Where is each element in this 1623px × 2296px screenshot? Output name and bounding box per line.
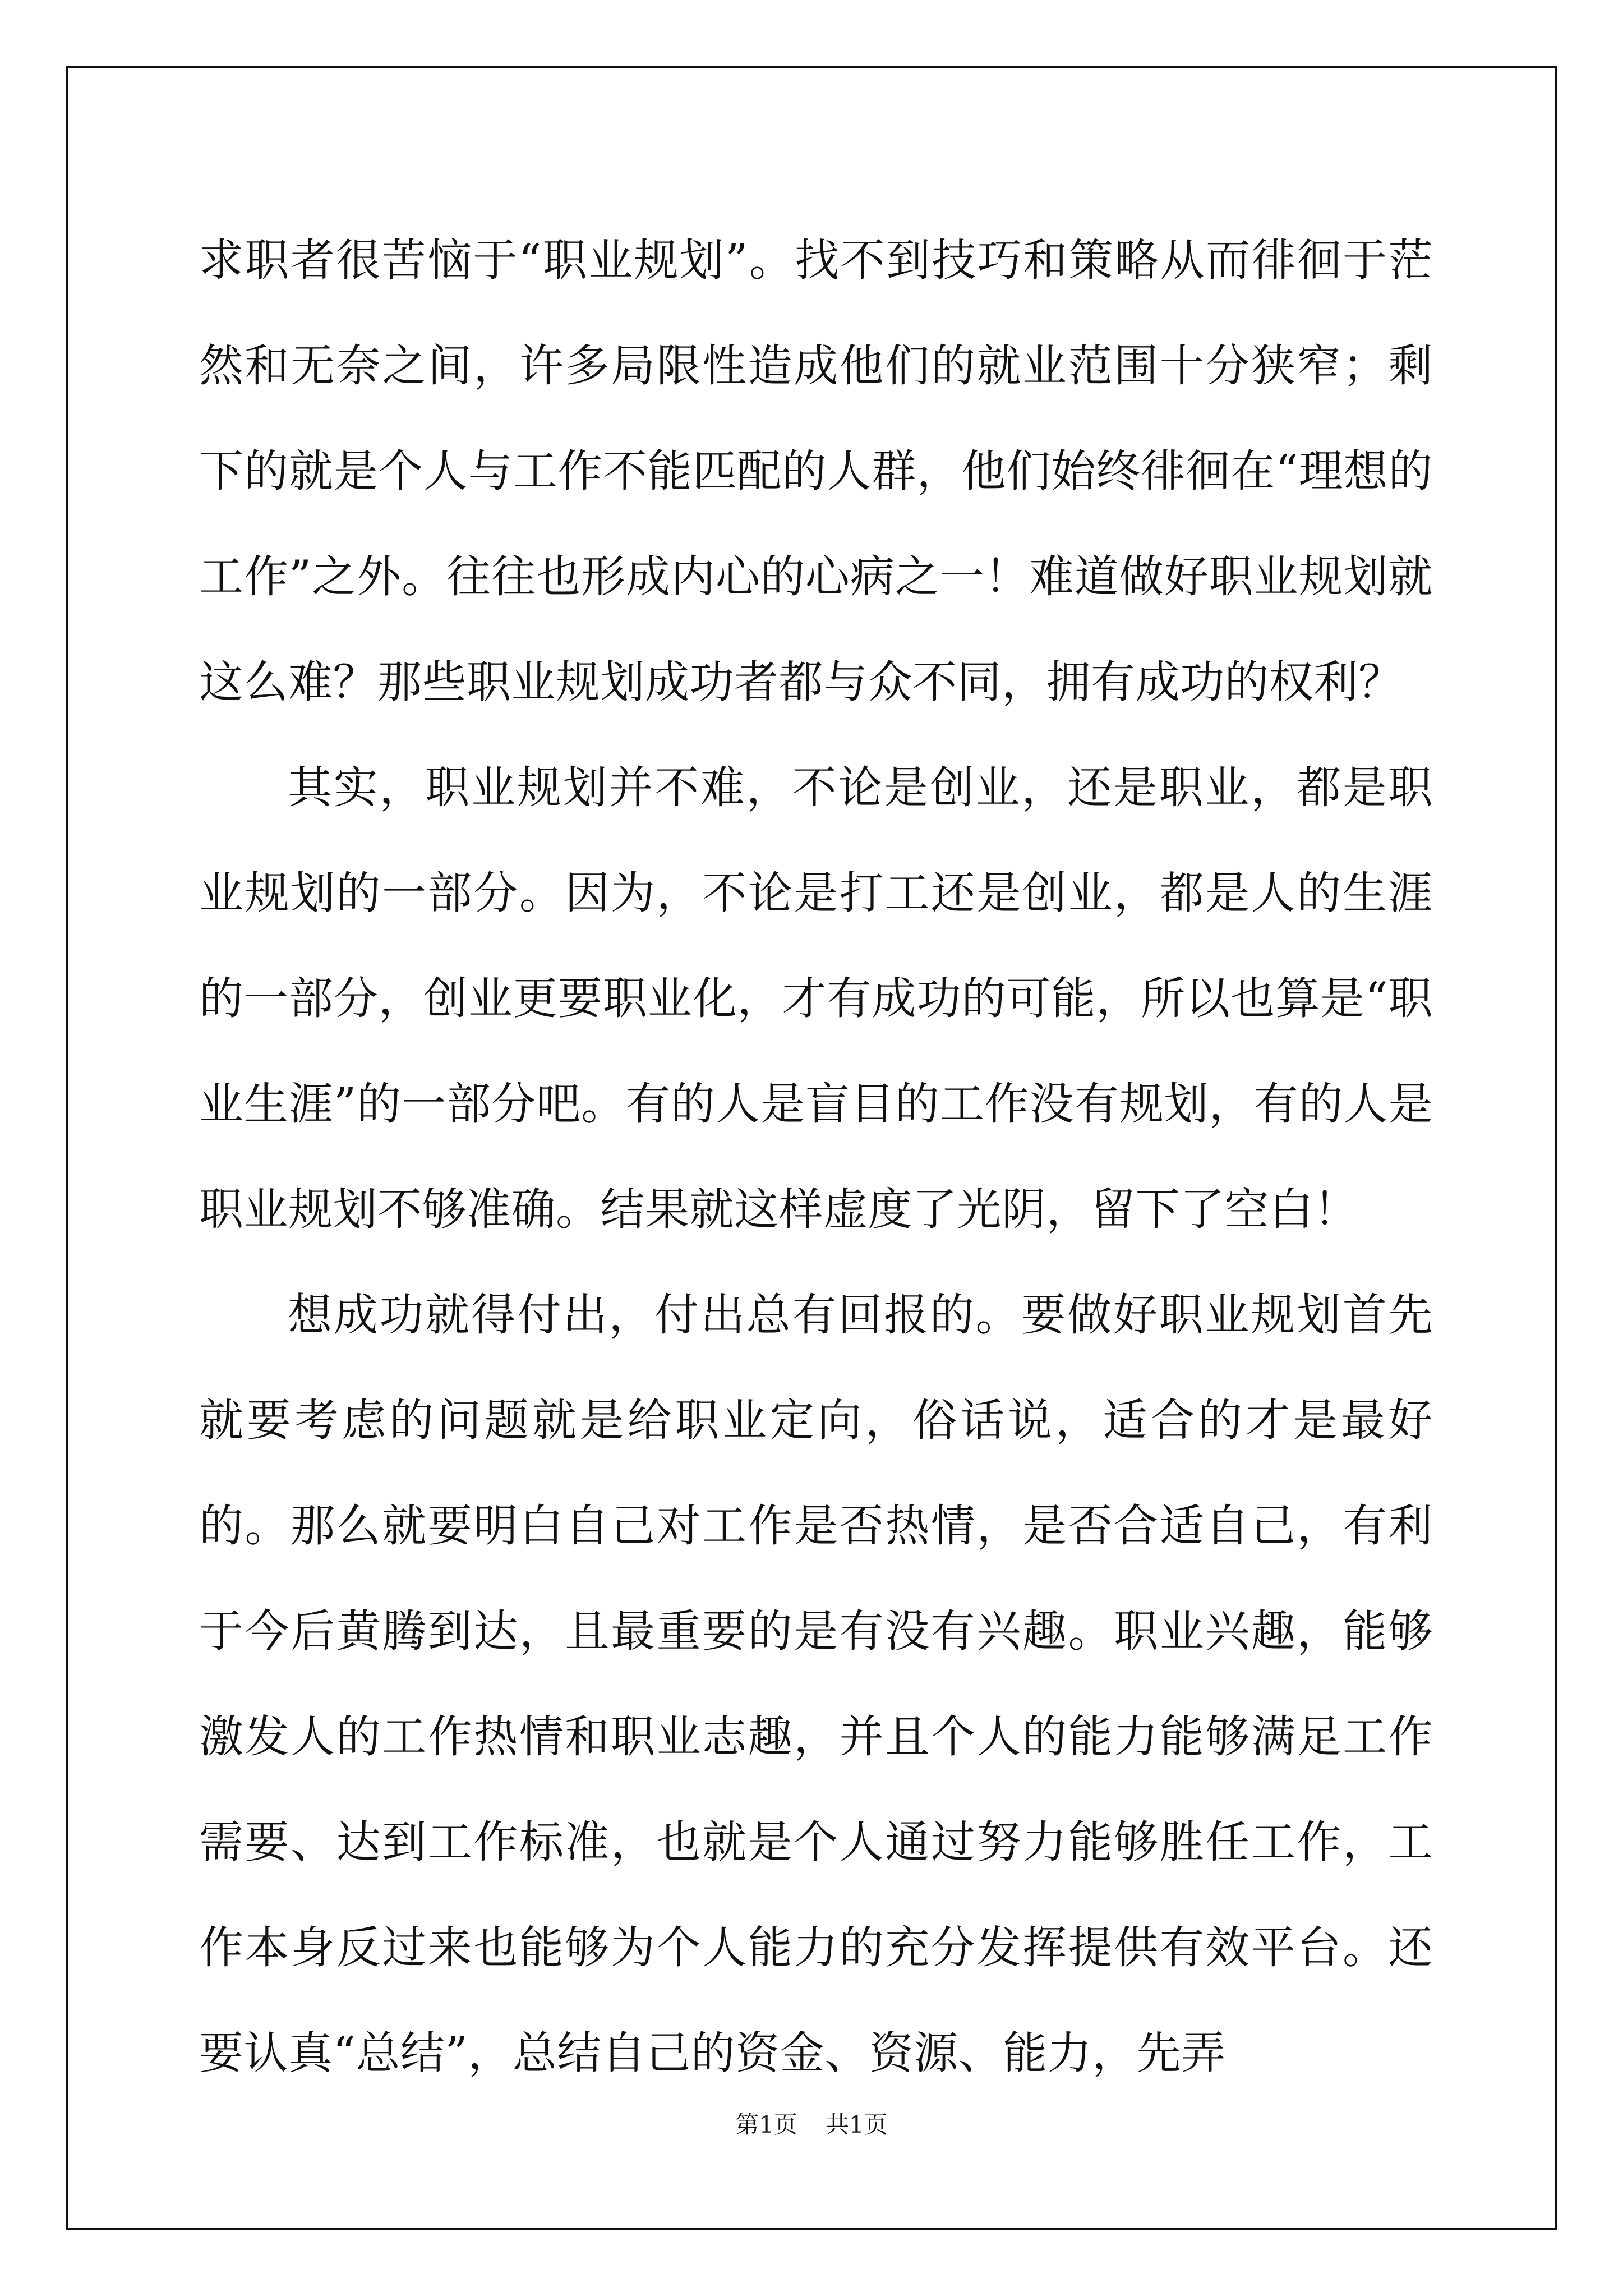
document-body <box>199 208 1433 2106</box>
paragraph-1: 求职者很苦恼于“职业规划”。找不到技巧和策略从而徘徊于茫然和无奈之间，许多局限性造成他们的就业范围十分狭窄；剩下的就是个人与工作不能匹配的人群，他们始终徘徊在“理想的工作”之外。往往也形成内心的心病之一！难道做好职业规划就这么难？那些职业规划成功者都与众不同，拥有成功的权利？ <box>199 234 1433 708</box>
paragraph-3: 想成功就得付出，付出总有回报的。要做好职业规划首先就要考虑的问题就是给职业定向，俗话说，适合的才是最好的。那么就要明白自己对工作是否热情，是否合适自己，有利于今后黄腾到达，且最重要的是有没有兴趣。职业兴趣，能够激发人的工作热情和职业志趣，并且个人的能力能够满足工作需要、达到工作标准，也就是个人通过努力能够胜任工作，工作本身反过来也能够为个人能力的充分发挥提供有效平台。还要认真“总结”，总结自己的资金、资源、能力，先弄 <box>199 1289 1433 2079</box>
page-number: 第1页 <box>735 2111 797 2138</box>
page-footer <box>0 2106 1623 2140</box>
paragraph-2: 其实，职业规划并不难，不论是创业，还是职业，都是职业规划的一部分。因为，不论是打工还是创业，都是人的生涯的一部分，创业更要职业化，才有成功的可能，所以也算是“职业生涯”的一部分吧。有的人是盲目的工作没有规划，有的人是职业规划不够准确。结果就这样虚度了光阴，留下了空白！ <box>199 762 1433 1235</box>
page-total: 共1页 <box>826 2111 888 2138</box>
